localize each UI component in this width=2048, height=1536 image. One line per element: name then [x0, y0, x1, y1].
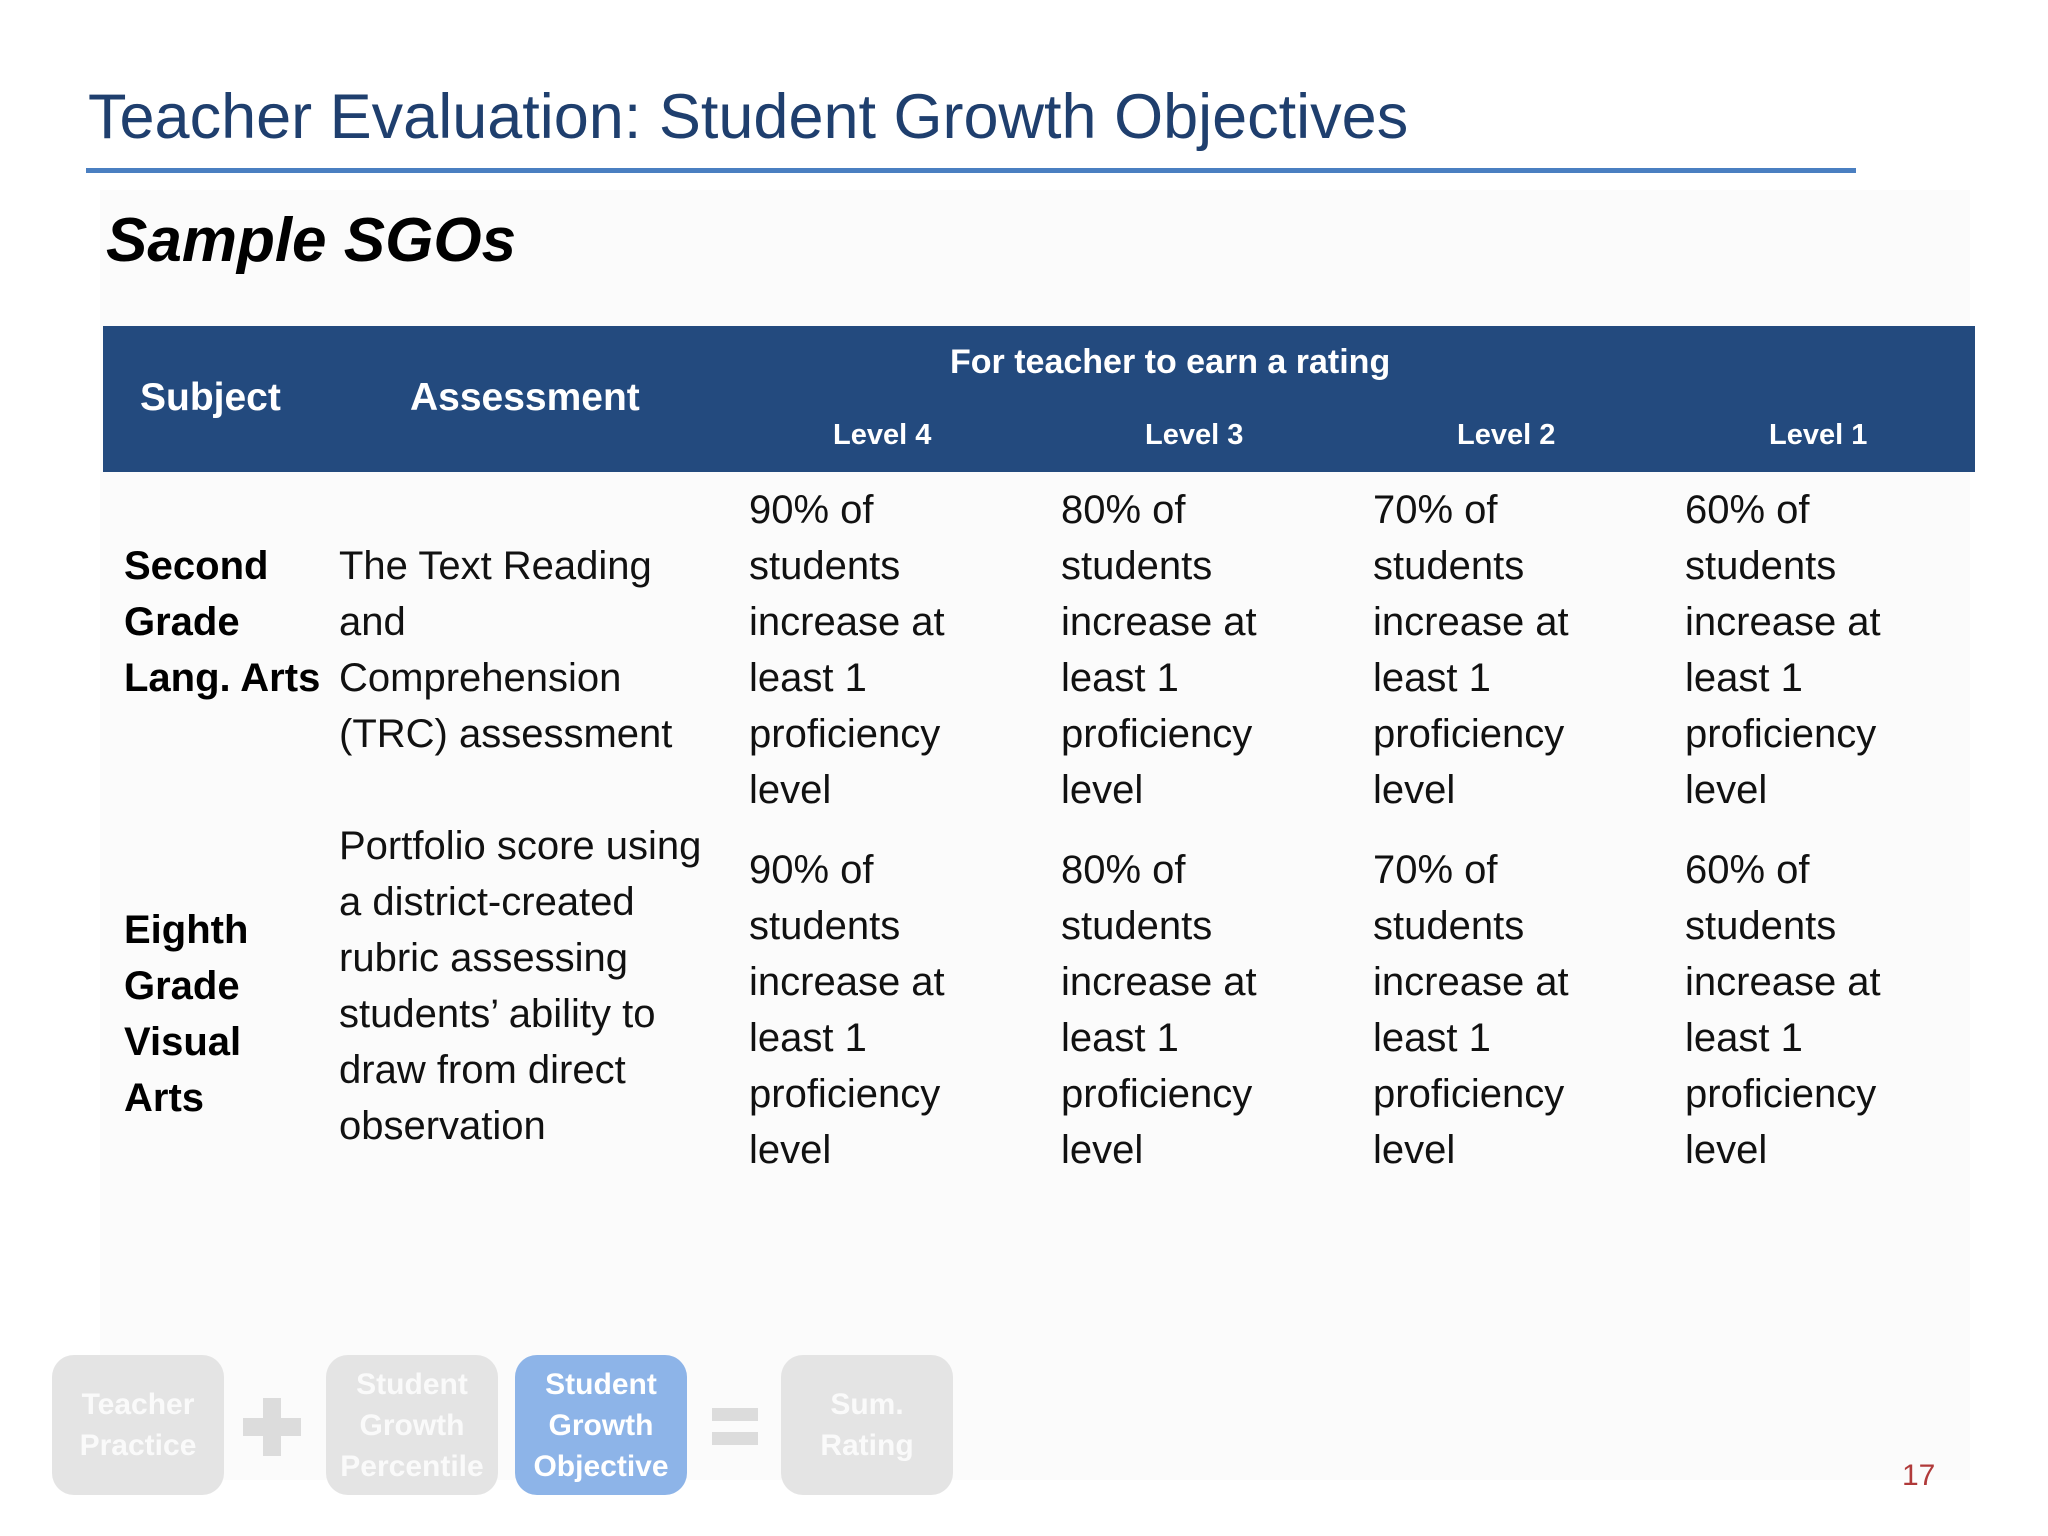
header-level-2: Level 2 — [1457, 419, 1556, 451]
slide-title: Teacher Evaluation: Student Growth Objectives — [88, 82, 1409, 152]
row-1-level-3: 80% of students increase at least 1 proficiency level — [1061, 488, 1257, 812]
header-level-1: Level 1 — [1769, 419, 1868, 451]
equals-icon-bar — [712, 1432, 758, 1445]
flow-student-growth-objective: Student Growth Objective — [515, 1355, 687, 1495]
flow-summative-rating: Sum. Rating — [781, 1355, 953, 1495]
row-2-level-1: 60% of students increase at least 1 proficiency level — [1685, 848, 1881, 1172]
row-1-level-4: 90% of students increase at least 1 proficiency level — [749, 488, 945, 812]
header-rating-group: For teacher to earn a rating — [950, 343, 1391, 381]
flow-teacher-practice: Teacher Practice — [52, 1355, 224, 1495]
flow-student-growth-percentile: Student Growth Percentile — [326, 1355, 498, 1495]
row-2-subject: Eighth Grade Visual Arts — [124, 908, 249, 1120]
header-level-4: Level 4 — [833, 419, 932, 451]
row-1-level-1: 60% of students increase at least 1 proficiency level — [1685, 488, 1881, 812]
page-number: 17 — [1902, 1459, 1936, 1492]
table-header — [103, 326, 1975, 472]
slide-subtitle: Sample SGOs — [106, 206, 517, 275]
row-2-level-4: 90% of students increase at least 1 proficiency level — [749, 848, 945, 1172]
equals-icon — [712, 1408, 758, 1421]
row-1-subject: Second Grade Lang. Arts — [124, 544, 321, 700]
title-underline — [86, 168, 1856, 173]
header-subject: Subject — [140, 376, 281, 419]
row-1-assessment: The Text Reading and Comprehension (TRC) assessment — [339, 544, 673, 756]
row-2-level-2: 70% of students increase at least 1 proficiency level — [1373, 848, 1569, 1172]
plus-icon-bar — [243, 1418, 301, 1436]
header-level-3: Level 3 — [1145, 419, 1244, 451]
row-2-assessment: Portfolio score using a district-created rubric assessing students’ ability to draw from direct observation — [339, 824, 702, 1148]
header-assessment: Assessment — [410, 376, 640, 419]
row-1-level-2: 70% of students increase at least 1 proficiency level — [1373, 488, 1569, 812]
row-2-level-3: 80% of students increase at least 1 proficiency level — [1061, 848, 1257, 1172]
